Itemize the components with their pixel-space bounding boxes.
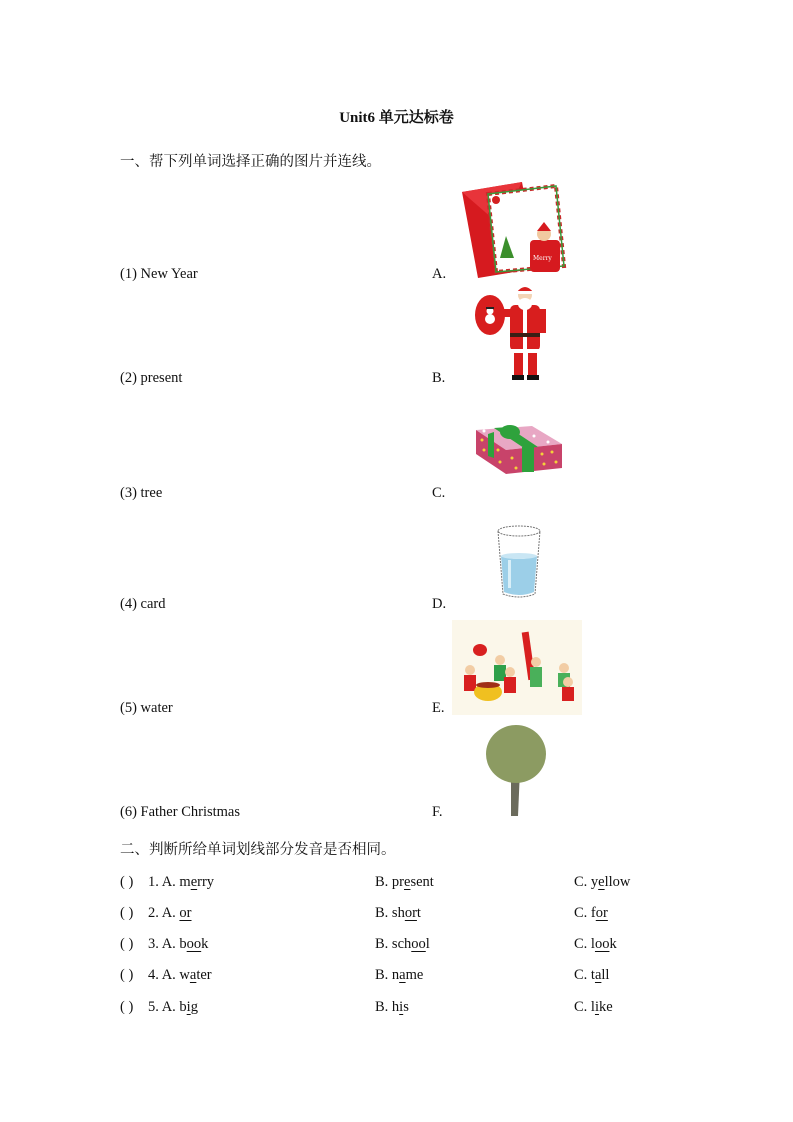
word-part: l [590, 999, 595, 1015]
word-part: w [179, 967, 190, 983]
question-5-option-c [574, 999, 613, 1016]
question-1-option-c [574, 874, 630, 891]
option-label: B. [375, 905, 389, 921]
word-part: llow [604, 874, 631, 890]
word-part: me [405, 967, 424, 983]
option-label: C. [574, 874, 588, 890]
christmas-card-image [460, 180, 575, 285]
word-part: t [590, 967, 595, 983]
word-part: k [609, 936, 617, 952]
word-item: (4) card [120, 596, 166, 612]
word-item: (5) water [120, 700, 173, 716]
word-part: sch [391, 936, 412, 952]
chinese-new-year-celebration-image [452, 620, 582, 720]
underlined-part: oo [594, 936, 610, 952]
picture-letter: A. [432, 266, 447, 282]
word-part: b [179, 936, 187, 952]
option-label: C. [574, 999, 588, 1015]
word-part: b [179, 999, 187, 1015]
word-part: n [391, 967, 400, 983]
underlined-part: oo [411, 936, 426, 952]
glass-of-water-image [494, 524, 544, 605]
word-part: k [201, 936, 209, 952]
underlined-part: or [595, 905, 608, 921]
option-label: C. [574, 905, 588, 921]
underlined-part: e [404, 874, 411, 890]
gift-box-image [472, 420, 564, 481]
picture-letter: C. [432, 485, 446, 501]
question-5-option-b [375, 999, 409, 1016]
santa-claus-image [470, 283, 555, 390]
word-part: g [190, 999, 198, 1015]
answer-blank[interactable]: ( ) [120, 905, 134, 921]
question-3-option-c [574, 936, 617, 953]
underlined-part: or [404, 905, 417, 921]
option-label: B. [375, 874, 389, 890]
word-part: rry [197, 874, 215, 890]
underlined-part: a [399, 967, 406, 983]
question-number: 1. A. [148, 874, 176, 890]
word-part: ke [598, 999, 613, 1015]
question-1-option-a [148, 874, 214, 891]
answer-blank[interactable]: ( ) [120, 967, 134, 983]
word-part: h [391, 999, 400, 1015]
underlined-part: e [190, 874, 198, 890]
word-part: m [179, 874, 191, 890]
underlined-part: i [399, 999, 404, 1015]
question-number: 2. A. [148, 905, 176, 921]
answer-blank[interactable]: ( ) [120, 874, 134, 890]
word-part: s [403, 999, 409, 1015]
word-part: f [590, 905, 596, 921]
word-part: t [416, 905, 421, 921]
answer-blank[interactable]: ( ) [120, 999, 134, 1015]
tree-image [484, 724, 548, 823]
answer-blank[interactable]: ( ) [120, 936, 134, 952]
question-5-option-a [148, 999, 198, 1016]
option-label: C. [574, 936, 588, 952]
underlined-part: i [186, 999, 191, 1015]
picture-letter: B. [432, 370, 446, 386]
question-2-option-b [375, 905, 421, 922]
word-part: y [590, 874, 599, 890]
question-4-option-b [375, 967, 423, 984]
option-label: C. [574, 967, 588, 983]
question-4-option-a [148, 967, 212, 984]
word-item: (3) tree [120, 485, 163, 501]
question-4-option-c [574, 967, 609, 984]
underlined-part: a [594, 967, 602, 983]
option-label: B. [375, 967, 389, 983]
picture-letter: D. [432, 596, 447, 612]
question-1-option-b [375, 874, 434, 891]
question-number: 4. A. [148, 967, 176, 983]
question-2-option-a [148, 905, 192, 922]
option-label: B. [375, 999, 389, 1015]
word-part: l [425, 936, 430, 952]
word-part: sent [410, 874, 434, 890]
underlined-part: e [598, 874, 605, 890]
underlined-part: or [179, 905, 192, 921]
underlined-part: i [594, 999, 599, 1015]
word-item: (2) present [120, 370, 183, 386]
picture-letter: F. [432, 804, 443, 820]
svg-text:Merry: Merry [533, 255, 552, 262]
word-part: ll [601, 967, 610, 983]
question-number: 3. A. [148, 936, 176, 952]
section1-heading: 一、帮下列单词选择正确的图片并连线。 [120, 154, 381, 170]
word-part: sh [391, 905, 405, 921]
word-part: pr [391, 874, 405, 890]
question-3-option-b [375, 936, 430, 953]
option-label: B. [375, 936, 389, 952]
section2-heading: 二、判断所给单词划线部分发音是否相同。 [120, 842, 396, 858]
word-item: (1) New Year [120, 266, 198, 282]
picture-letter: E. [432, 700, 445, 716]
underlined-part: a [189, 967, 197, 983]
word-part: l [590, 936, 595, 952]
underlined-part: oo [186, 936, 202, 952]
question-number: 5. A. [148, 999, 176, 1015]
question-3-option-a [148, 936, 208, 953]
word-item: (6) Father Christmas [120, 804, 241, 820]
question-2-option-c [574, 905, 608, 922]
page-title: Unit6 单元达标卷 [339, 110, 454, 126]
word-part: ter [196, 967, 212, 983]
